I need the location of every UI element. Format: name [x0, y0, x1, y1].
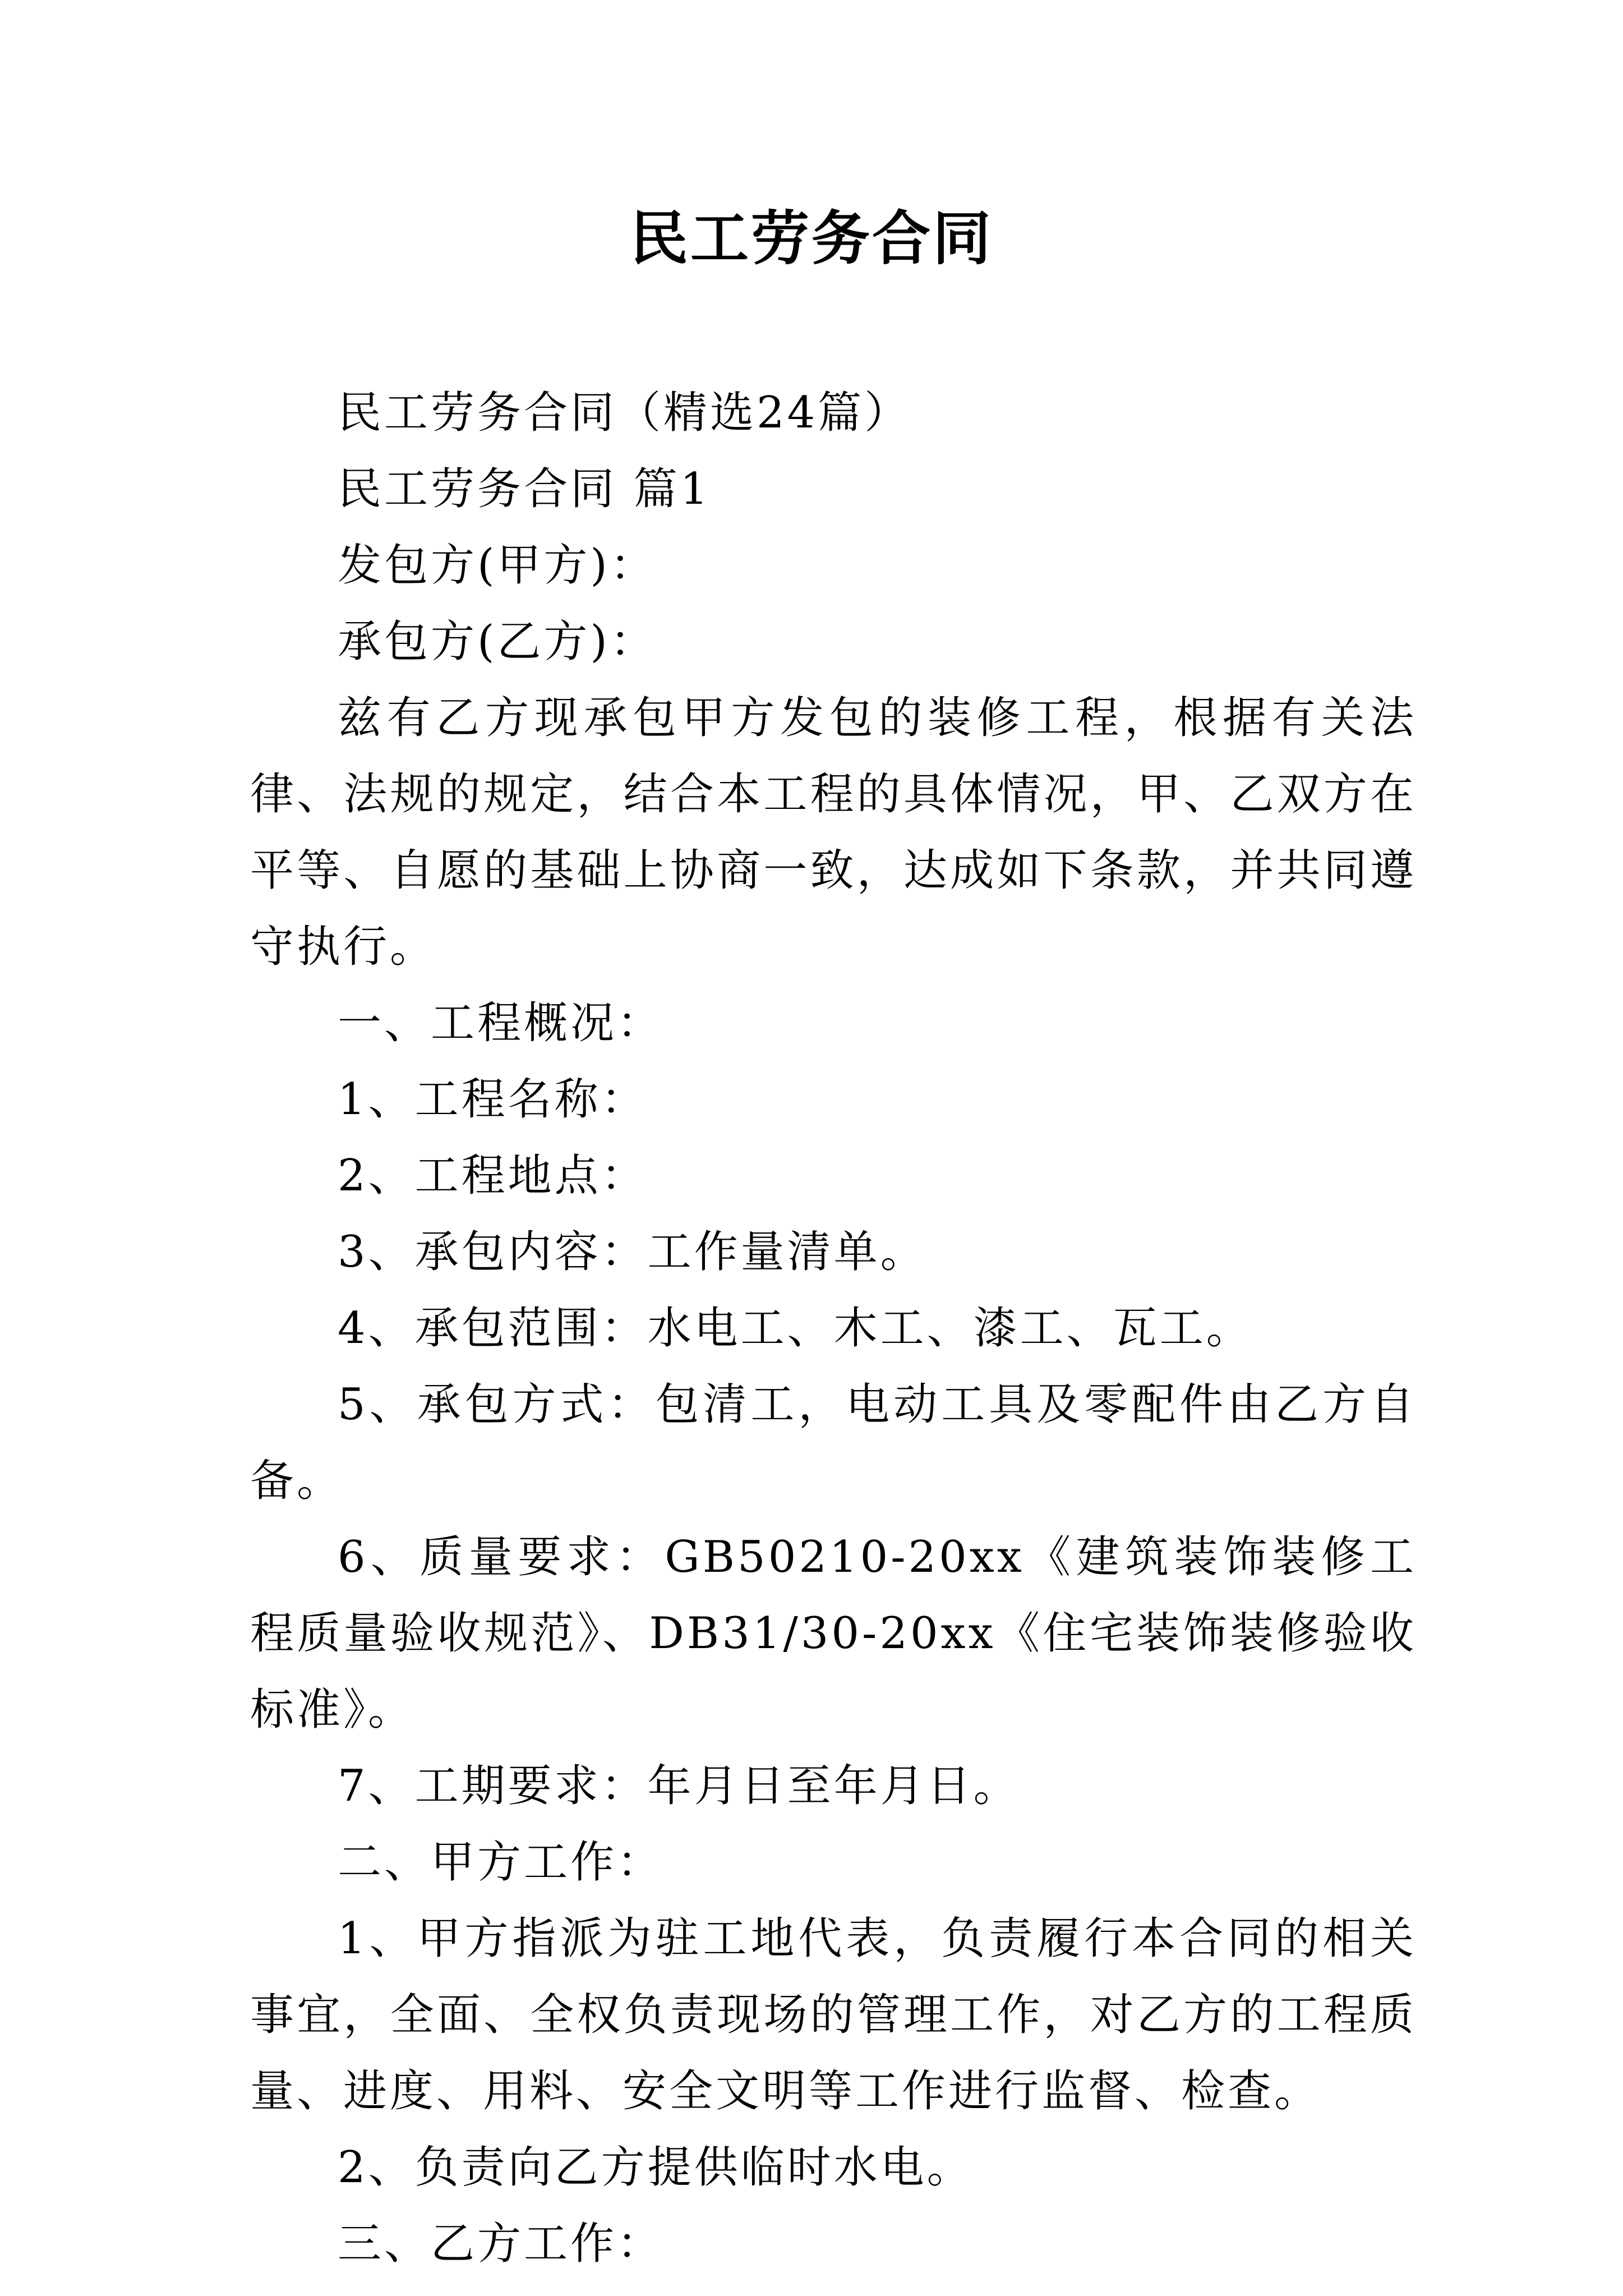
clause-project-location: 2、工程地点： — [338, 1151, 648, 1201]
clause-project-name: 1、工程名称： — [338, 1074, 648, 1125]
clause-quality-requirements: 6、质量要求：GB50210-20xx《建筑装饰装修工程质量验收规范》、DB31/30-20xx《住宅装饰装修验收标准》。 — [250, 1532, 1417, 1735]
section-party-b-duties: 三、乙方工作： — [338, 2219, 664, 2269]
subtitle-paragraph: 民工劳务合同（精选24篇） — [338, 388, 911, 438]
party-b-line: 承包方(乙方)： — [338, 616, 657, 667]
party-a-line: 发包方(甲方)： — [338, 540, 657, 591]
clause-contract-method: 5、承包方式：包清工，电动工具及零配件由乙方自备。 — [250, 1379, 1417, 1506]
preamble-paragraph: 兹有乙方现承包甲方发包的装修工程，根据有关法律、法规的规定，结合本工程的具体情况，甲、乙双方在平等、自愿的基础上协商一致，达成如下条款，并共同遵守执行。 — [250, 693, 1417, 972]
clause-party-a-utilities: 2、负责向乙方提供临时水电。 — [338, 2142, 974, 2193]
clause-party-a-representative: 1、甲方指派为驻工地代表，负责履行本合同的相关事宜，全面、全权负责现场的管理工作，对乙方的工程质量、进度、用料、安全文明等工作进行监督、检查。 — [250, 1913, 1417, 2116]
clause-schedule-requirements: 7、工期要求：年月日至年月日。 — [338, 1761, 1020, 1811]
section-heading-part-1: 民工劳务合同 篇1 — [338, 464, 711, 514]
clause-contract-scope: 4、承包范围：水电工、木工、漆工、瓦工。 — [338, 1303, 1253, 1354]
section-party-a-duties: 二、甲方工作： — [338, 1837, 664, 1888]
clause-contract-content: 3、承包内容：工作量清单。 — [338, 1227, 927, 1277]
section-project-overview: 一、工程概况： — [338, 998, 664, 1048]
document-body — [250, 375, 1417, 2282]
document-title: 民工劳务合同 — [629, 204, 993, 273]
